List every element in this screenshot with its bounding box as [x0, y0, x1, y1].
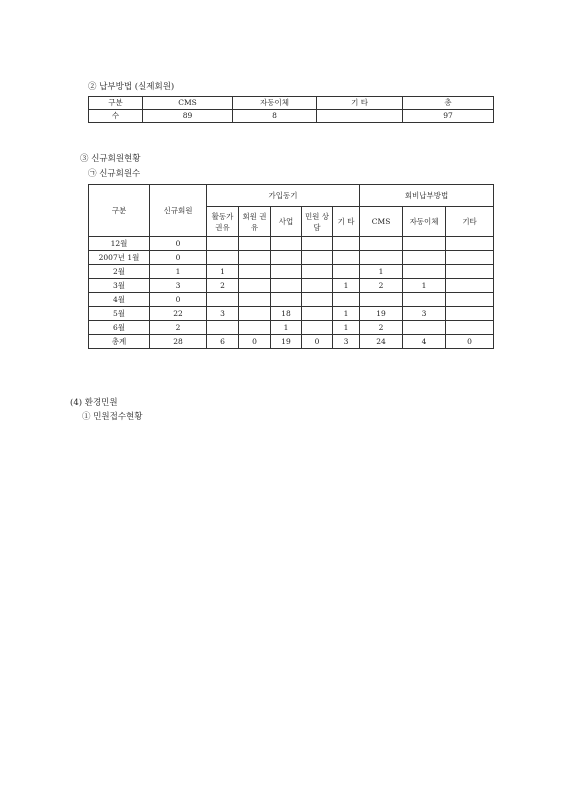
section-environment-subheading: ① 민원접수현황 — [82, 412, 143, 422]
header-cell: 민원 상담 — [302, 207, 333, 237]
table-cell — [333, 251, 360, 265]
table-cell: 0 — [150, 237, 207, 251]
table-cell — [239, 307, 271, 321]
table-row — [89, 335, 494, 349]
table-cell — [207, 293, 239, 307]
table-cell — [271, 265, 302, 279]
table-cell — [239, 279, 271, 293]
table-cell: 2 — [150, 321, 207, 335]
table-cell — [239, 321, 271, 335]
table-body — [89, 237, 494, 349]
table-cell: 18 — [271, 307, 302, 321]
row-label-cell: 3월 — [89, 279, 150, 293]
table-cell: 3 — [207, 307, 239, 321]
table-cell — [207, 321, 239, 335]
row-label-cell: 4월 — [89, 293, 150, 307]
table-cell — [207, 237, 239, 251]
table-cell — [333, 237, 360, 251]
table-cell — [271, 237, 302, 251]
table-cell: 0 — [446, 335, 494, 349]
table-cell — [239, 251, 271, 265]
table-cell: 19 — [360, 307, 403, 321]
table-cell — [239, 237, 271, 251]
table-row — [89, 237, 494, 251]
table-cell: 1 — [333, 279, 360, 293]
header-cell-payment-method: 회비납부방법 — [360, 185, 494, 207]
row-label-cell: 12월 — [89, 237, 150, 251]
table-cell — [302, 265, 333, 279]
table-cell — [446, 279, 494, 293]
table-cell — [360, 293, 403, 307]
table-cell — [446, 265, 494, 279]
table-cell — [333, 293, 360, 307]
table-cell: 22 — [150, 307, 207, 321]
header-cell: 구분 — [89, 97, 143, 110]
section-new-members-heading: ③ 신규회원현황 — [80, 154, 141, 164]
table-cell: 0 — [239, 335, 271, 349]
table-cell: 1 — [207, 265, 239, 279]
table-cell: 1 — [333, 307, 360, 321]
table-cell: 1 — [150, 265, 207, 279]
table-row — [89, 307, 494, 321]
section-environment-heading: (4) 환경민원 — [70, 398, 118, 408]
table-cell — [446, 307, 494, 321]
table-cell — [207, 251, 239, 265]
table-cell — [317, 110, 403, 123]
row-label-cell: 2007년 1월 — [89, 251, 150, 265]
table-cell: 6 — [207, 335, 239, 349]
table-cell: 3 — [333, 335, 360, 349]
table-cell: 8 — [233, 110, 317, 123]
table-cell — [446, 237, 494, 251]
table-row — [89, 265, 494, 279]
table-cell — [302, 321, 333, 335]
table-row — [89, 293, 494, 307]
table-cell — [360, 237, 403, 251]
header-cell: 회원 권유 — [239, 207, 271, 237]
table-cell: 1 — [333, 321, 360, 335]
new-members-table — [88, 184, 494, 349]
table-row — [89, 110, 494, 123]
header-cell: 기타 — [446, 207, 494, 237]
header-cell-new-members: 신규회원 — [150, 185, 207, 237]
row-label-cell: 2월 — [89, 265, 150, 279]
row-label-cell: 5월 — [89, 307, 150, 321]
header-cell: CMS — [143, 97, 233, 110]
table-cell: 4 — [403, 335, 446, 349]
table-cell: 0 — [150, 293, 207, 307]
section-payment-heading: ② 납부방법 (실제회원) — [88, 82, 175, 92]
table-cell — [302, 279, 333, 293]
table-cell: 수 — [89, 110, 143, 123]
table-cell: 1 — [360, 265, 403, 279]
header-cell: 기 타 — [317, 97, 403, 110]
table-cell — [333, 265, 360, 279]
row-label-cell: 총계 — [89, 335, 150, 349]
table-row — [89, 279, 494, 293]
table-cell — [446, 293, 494, 307]
table-cell: 0 — [150, 251, 207, 265]
table-header-row — [89, 97, 494, 110]
table-row — [89, 321, 494, 335]
table-cell: 2 — [360, 279, 403, 293]
table-cell: 28 — [150, 335, 207, 349]
table-cell: 2 — [360, 321, 403, 335]
table-cell — [239, 265, 271, 279]
header-cell-category: 구분 — [89, 185, 150, 237]
table-cell: 3 — [403, 307, 446, 321]
table-cell — [302, 237, 333, 251]
table-header-row — [89, 185, 494, 207]
header-cell: 기 타 — [333, 207, 360, 237]
header-cell: CMS — [360, 207, 403, 237]
table-cell — [403, 251, 446, 265]
table-cell: 24 — [360, 335, 403, 349]
header-cell: 사업 — [271, 207, 302, 237]
header-cell: 활동가 권유 — [207, 207, 239, 237]
table-cell — [403, 237, 446, 251]
table-cell — [271, 293, 302, 307]
header-cell: 자동이체 — [403, 207, 446, 237]
table-cell: 0 — [302, 335, 333, 349]
table-cell — [403, 265, 446, 279]
table-cell: 89 — [143, 110, 233, 123]
table-cell — [271, 251, 302, 265]
table-cell — [302, 307, 333, 321]
section-new-members-subheading: ㉠ 신규회원수 — [88, 169, 141, 179]
table-cell — [271, 279, 302, 293]
row-label-cell: 6월 — [89, 321, 150, 335]
table-cell — [403, 293, 446, 307]
header-cell-join-motive: 가입동기 — [207, 185, 360, 207]
table-cell: 97 — [403, 110, 494, 123]
table-cell: 1 — [271, 321, 302, 335]
header-cell: 총 — [403, 97, 494, 110]
table-cell — [239, 293, 271, 307]
payment-method-table — [88, 96, 494, 123]
table-cell — [403, 321, 446, 335]
table-cell: 2 — [207, 279, 239, 293]
header-cell: 자동이체 — [233, 97, 317, 110]
table-cell — [360, 251, 403, 265]
table-cell: 3 — [150, 279, 207, 293]
table-cell: 19 — [271, 335, 302, 349]
table-cell — [302, 293, 333, 307]
table-cell — [446, 251, 494, 265]
table-row — [89, 251, 494, 265]
table-cell — [302, 251, 333, 265]
table-cell: 1 — [403, 279, 446, 293]
table-cell — [446, 321, 494, 335]
